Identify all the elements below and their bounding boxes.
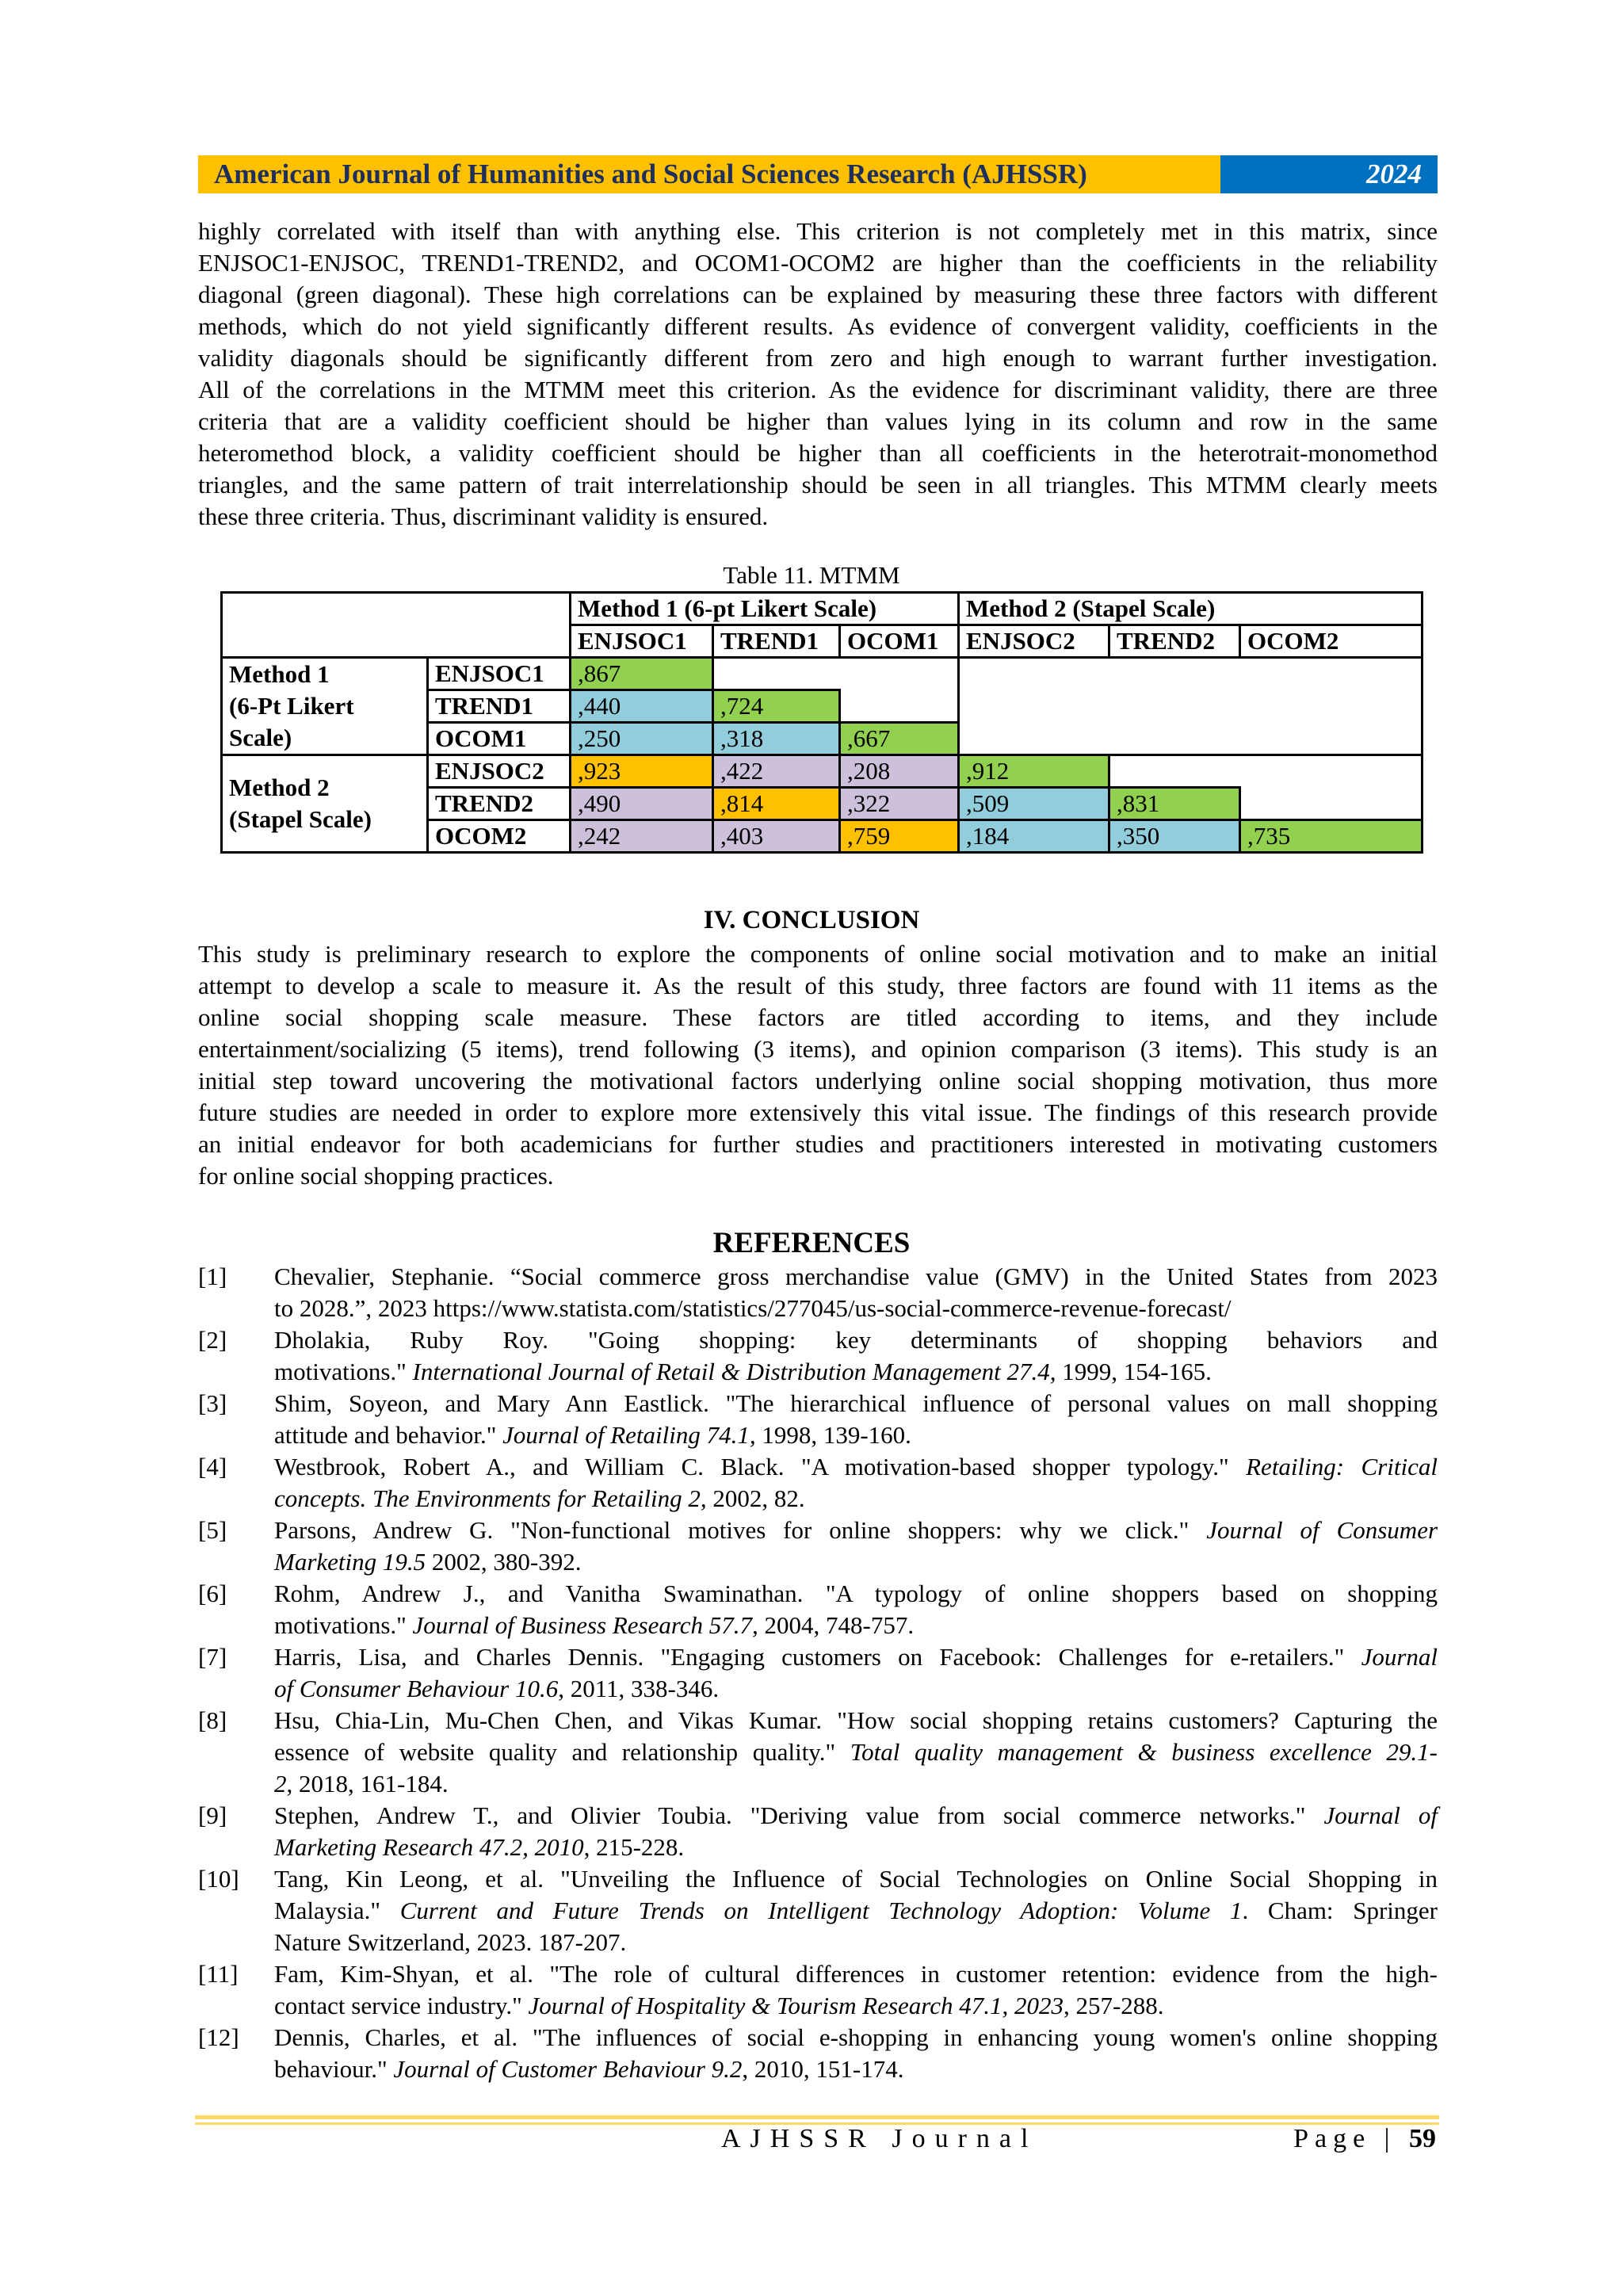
reliability-cell: ,667 <box>840 723 959 755</box>
reference-text: Chevalier, Stephanie. “Social commerce gross merchandise value (GMV) in the United States from 2023 <box>274 1263 1438 1290</box>
reference-text: motivations." International Journal of Retail & Distribution Management 27.4, 1999, 154-165. <box>274 1358 1212 1385</box>
reliability-cell: ,912 <box>959 755 1109 788</box>
reference-text: Malaysia." Current and Future Trends on Intelligent Technology Adoption: Volume 1. Cham: Springer <box>274 1897 1438 1924</box>
empty-cell <box>840 690 959 723</box>
text-line: diagonal (green diagonal). These high correlations can be explained by measuring these three factors with different <box>198 281 1438 308</box>
footer-journal: AJHSSR Journal <box>721 2124 1038 2153</box>
text-line: for online social shopping practices. <box>198 1162 554 1190</box>
empty-cell <box>1240 788 1423 820</box>
reference-text: Tang, Kin Leong, et al. "Unveiling the Influence of Social Technologies on Online Social Shopping in <box>274 1865 1438 1893</box>
header-row <box>222 593 1423 625</box>
reference-text: Marketing 19.5 2002, 380-392. <box>274 1548 582 1576</box>
references-title: REFERENCES <box>712 1227 911 1259</box>
reference-text: Parsons, Andrew G. "Non-functional motives for online shoppers: why we click." Journal of Consumer <box>274 1516 1438 1544</box>
row-label: OCOM1 <box>428 723 571 755</box>
heteromethod-cell: ,422 <box>713 755 840 788</box>
column-header: TREND1 <box>713 625 840 658</box>
reference-text: contact service industry." Journal of Hospitality & Tourism Research 47.1, 2023, 257-288. <box>274 1992 1164 2019</box>
row-label: TREND2 <box>428 788 571 820</box>
empty-cell <box>1240 755 1423 788</box>
heteromethod-cell: ,403 <box>713 820 840 853</box>
heteromethod-cell: ,322 <box>840 788 959 820</box>
reference-number: [11] <box>198 1960 239 1988</box>
footer-page-number: Page | 59 <box>1293 2124 1436 2153</box>
reference-number: [12] <box>198 2023 239 2051</box>
text-line: criteria that are a validity coefficient should be higher than values lying in its column and row in the same <box>198 407 1438 435</box>
validity-cell: ,814 <box>713 788 840 820</box>
text-line: triangles, and the same pattern of trait interrelationship should be seen in all triangles. This MTMM clearly meets <box>198 471 1438 499</box>
reference-text: Rohm, Andrew J., and Vanitha Swaminathan. "A typology of online shoppers based on shopping <box>274 1580 1438 1607</box>
heterotrait-cell: ,509 <box>959 788 1109 820</box>
reference-text: Marketing Research 47.2, 2010, 215-228. <box>274 1833 685 1861</box>
text-line: ENJSOC1-ENJSOC, TREND1-TREND2, and OCOM1-OCOM2 are higher than the coefficients in the reliability <box>198 249 1438 277</box>
method1-group-label: Method 1 (6-Pt Likert Scale) <box>222 658 428 755</box>
reference-number: [7] <box>198 1643 227 1671</box>
reliability-cell: ,831 <box>1109 788 1240 820</box>
empty-block <box>959 658 1423 755</box>
text-line: heteromethod block, a validity coefficient should be higher than all coefficients in the heterotrait-monomethod <box>198 439 1438 467</box>
reference-number: [2] <box>198 1326 227 1354</box>
conclusion-paragraph <box>198 938 1438 1192</box>
reference-text: Stephen, Andrew T., and Olivier Toubia. "Deriving value from social commerce networks." Journal of <box>274 1801 1438 1829</box>
text-line: these three criteria. Thus, discriminant validity is ensured. <box>198 502 769 530</box>
intro-paragraph <box>198 216 1438 533</box>
corner-cell <box>222 593 571 658</box>
conclusion-title: IV. CONCLUSION <box>703 906 920 934</box>
row-label: OCOM2 <box>428 820 571 853</box>
row-label: ENJSOC1 <box>428 658 571 690</box>
journal-year: 2024 <box>1220 155 1438 193</box>
reference-text: essence of website quality and relationship quality." Total quality management & business excellence 29.1- <box>274 1738 1438 1766</box>
text-line: initial step toward uncovering the motivational factors underlying online social shopping motivation, thus more <box>198 1067 1438 1095</box>
reference-text: Shim, Soyeon, and Mary Ann Eastlick. "The hierarchical influence of personal values on mall shopping <box>274 1389 1438 1417</box>
method2-header: Method 2 (Stapel Scale) <box>959 593 1423 625</box>
reference-text: Dennis, Charles, et al. "The influences of social e-shopping in enhancing young women's online shopping <box>274 2023 1438 2051</box>
column-header: ENJSOC1 <box>571 625 713 658</box>
reference-text: to 2028.”, 2023 https://www.statista.com/statistics/277045/us-social-commerce-revenue-forecast/ <box>274 1294 1232 1322</box>
reliability-cell: ,867 <box>571 658 713 690</box>
text-line: future studies are needed in order to explore more extensively this vital issue. The findings of this research provide <box>198 1098 1438 1126</box>
validity-cell: ,759 <box>840 820 959 853</box>
text-line: methods, which do not yield significantly different results. As evidence of convergent validity, coefficients in the <box>198 312 1438 340</box>
row-label: TREND1 <box>428 690 571 723</box>
method2-group-label: Method 2 (Stapel Scale) <box>222 755 428 853</box>
reference-text: Fam, Kim-Shyan, et al. "The role of cultural differences in customer retention: evidence from the high- <box>274 1960 1438 1988</box>
heteromethod-cell: ,208 <box>840 755 959 788</box>
column-header: OCOM2 <box>1240 625 1423 658</box>
heterotrait-cell: ,318 <box>713 723 840 755</box>
reference-text: behaviour." Journal of Customer Behaviour 9.2, 2010, 151-174. <box>274 2055 904 2083</box>
reference-number: [3] <box>198 1389 227 1417</box>
footer-rule <box>195 2115 1439 2119</box>
text-line: validity diagonals should be significantly different from zero and high enough to warrant further investigation. <box>198 344 1438 372</box>
table-row <box>222 755 1423 788</box>
heteromethod-cell: ,242 <box>571 820 713 853</box>
method1-header: Method 1 (6-pt Likert Scale) <box>571 593 959 625</box>
journal-name: American Journal of Humanities and Social Sciences Research (AJHSSR) <box>198 155 1220 193</box>
reference-text: Harris, Lisa, and Charles Dennis. "Engaging customers on Facebook: Challenges for e-retailers." Journal <box>274 1643 1438 1671</box>
column-header: OCOM1 <box>840 625 959 658</box>
reference-text: concepts. The Environments for Retailing 2, 2002, 82. <box>274 1484 805 1512</box>
table-caption: Table 11. MTMM <box>723 561 900 589</box>
row-label: ENJSOC2 <box>428 755 571 788</box>
empty-cell <box>713 658 840 690</box>
reference-number: [6] <box>198 1580 227 1607</box>
reference-text: of Consumer Behaviour 10.6, 2011, 338-346. <box>274 1675 720 1702</box>
reference-text: Nature Switzerland, 2023. 187-207. <box>274 1928 627 1956</box>
heterotrait-cell: ,350 <box>1109 820 1240 853</box>
empty-cell <box>1109 755 1240 788</box>
reference-number: [8] <box>198 1706 227 1734</box>
reliability-cell: ,735 <box>1240 820 1423 853</box>
heterotrait-cell: ,184 <box>959 820 1109 853</box>
heterotrait-cell: ,250 <box>571 723 713 755</box>
reliability-cell: ,724 <box>713 690 840 723</box>
empty-cell <box>840 658 959 690</box>
text-line: highly correlated with itself than with anything else. This criterion is not completely met in this matrix, since <box>198 217 1438 245</box>
reference-number: [4] <box>198 1453 227 1480</box>
text-line: This study is preliminary research to explore the components of online social motivation and to make an initial <box>198 940 1438 968</box>
reference-text: attitude and behavior." Journal of Retailing 74.1, 1998, 139-160. <box>274 1421 911 1449</box>
text-line: online social shopping scale measure. These factors are titled according to items, and they include <box>198 1003 1438 1031</box>
reference-text: Hsu, Chia-Lin, Mu-Chen Chen, and Vikas Kumar. "How social shopping retains customers? Capturing the <box>274 1706 1438 1734</box>
table-row <box>222 658 1423 690</box>
reference-text: Westbrook, Robert A., and William C. Black. "A motivation-based shopper typology." Retailing: Critical <box>274 1453 1438 1480</box>
heteromethod-cell: ,490 <box>571 788 713 820</box>
text-line: an initial endeavor for both academicians for further studies and practitioners interested in motivating customers <box>198 1130 1438 1158</box>
reference-number: [10] <box>198 1865 239 1893</box>
validity-cell: ,923 <box>571 755 713 788</box>
reference-text: motivations." Journal of Business Research 57.7, 2004, 748-757. <box>274 1611 915 1639</box>
reference-text: 2, 2018, 161-184. <box>274 1770 449 1797</box>
text-line: entertainment/socializing (5 items), trend following (3 items), and opinion comparison (3 items). This study is an <box>198 1035 1438 1063</box>
column-header: ENJSOC2 <box>959 625 1109 658</box>
journal-header <box>198 155 1438 193</box>
text-line: attempt to develop a scale to measure it. As the result of this study, three factors are found with 11 items as the <box>198 972 1438 999</box>
text-line: All of the correlations in the MTMM meet this criterion. As the evidence for discriminant validity, there are three <box>198 376 1438 403</box>
reference-number: [5] <box>198 1516 227 1544</box>
reference-number: [9] <box>198 1801 227 1829</box>
reference-text: Dholakia, Ruby Roy. "Going shopping: key determinants of shopping behaviors and <box>274 1326 1438 1354</box>
column-header: TREND2 <box>1109 625 1240 658</box>
mtmm-table <box>220 591 1423 854</box>
heterotrait-cell: ,440 <box>571 690 713 723</box>
reference-number: [1] <box>198 1263 227 1290</box>
